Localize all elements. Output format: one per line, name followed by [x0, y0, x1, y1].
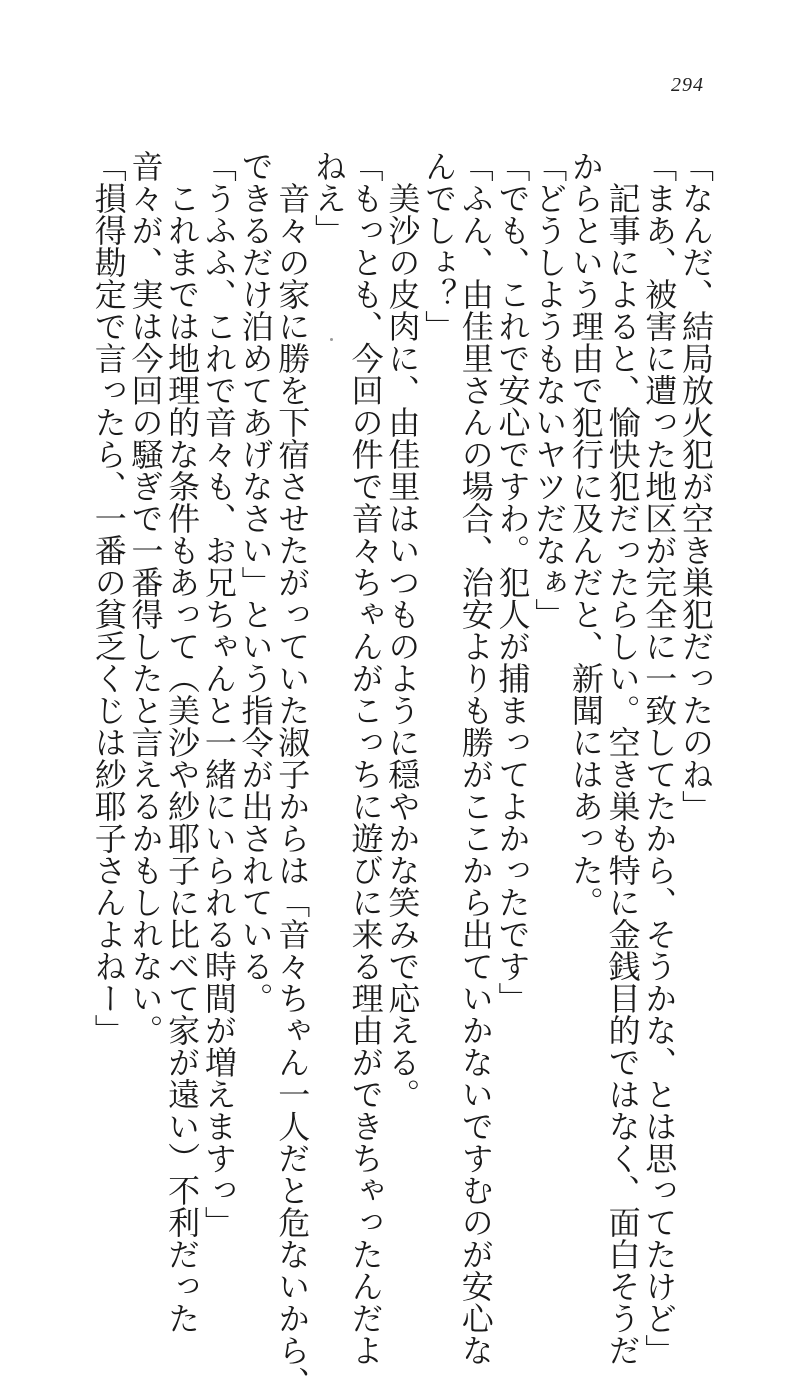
text-line: できるだけ泊めてあげなさい」という指令が出されている。: [236, 150, 275, 1014]
text-line: 「なんだ、結局放火犯が空き巣犯だったのね」: [677, 150, 715, 822]
text-line: 「もっとも、今回の件で音々ちゃんがこっちに遊びに来る理由ができちゃったんだよ: [346, 150, 385, 1366]
vertical-text-body: [89, 150, 715, 1398]
text-line: 美沙の皮肉に、由佳里はいつものように穏やかな笑みで応える。: [383, 150, 422, 1110]
text-line: 「まあ、被害に遭った地区が完全に一致してたから、そうかな、とは思ってたけど」: [640, 150, 679, 1366]
text-line: 音々の家に勝を下宿させたがっていた淑子からは「音々ちゃん一人だと危ないから、: [273, 150, 312, 1398]
text-line: 記事によると、愉快犯だったらしい。空き巣も特に金銭目的ではなく、面白そうだ: [603, 150, 642, 1366]
scan-speck: [330, 338, 333, 341]
text-line: んでしょ？」: [420, 150, 459, 342]
text-line: 音々が、実は今回の騒ぎで一番得したと言えるかもしれない。: [126, 150, 165, 1046]
text-line: 「ふん、由佳里さんの場合、治安よりも勝がここから出ていかないですむのが安心な: [456, 150, 495, 1366]
text-line: ねえ」: [309, 150, 348, 246]
text-line: 「でも、これで安心ですわ。犯人が捕まってよかったです」: [493, 150, 532, 1014]
text-line: 「うふふ、これで音々も、お兄ちゃんと一緒にいられる時間が増えますっ」: [199, 150, 238, 1238]
text-line: 「損得勘定で言ったら、一番の貧乏くじは紗耶子さんよねー」: [89, 150, 128, 1046]
text-line: これまでは地理的な条件もあって（美沙や紗耶子に比べて家が遠い）不利だった: [163, 150, 202, 1334]
page-number: 294: [671, 74, 704, 96]
text-line: 「どうしようもないヤツだなぁ」: [530, 150, 569, 630]
text-line: からという理由で犯行に及んだと、新聞にはあった。: [566, 150, 605, 918]
